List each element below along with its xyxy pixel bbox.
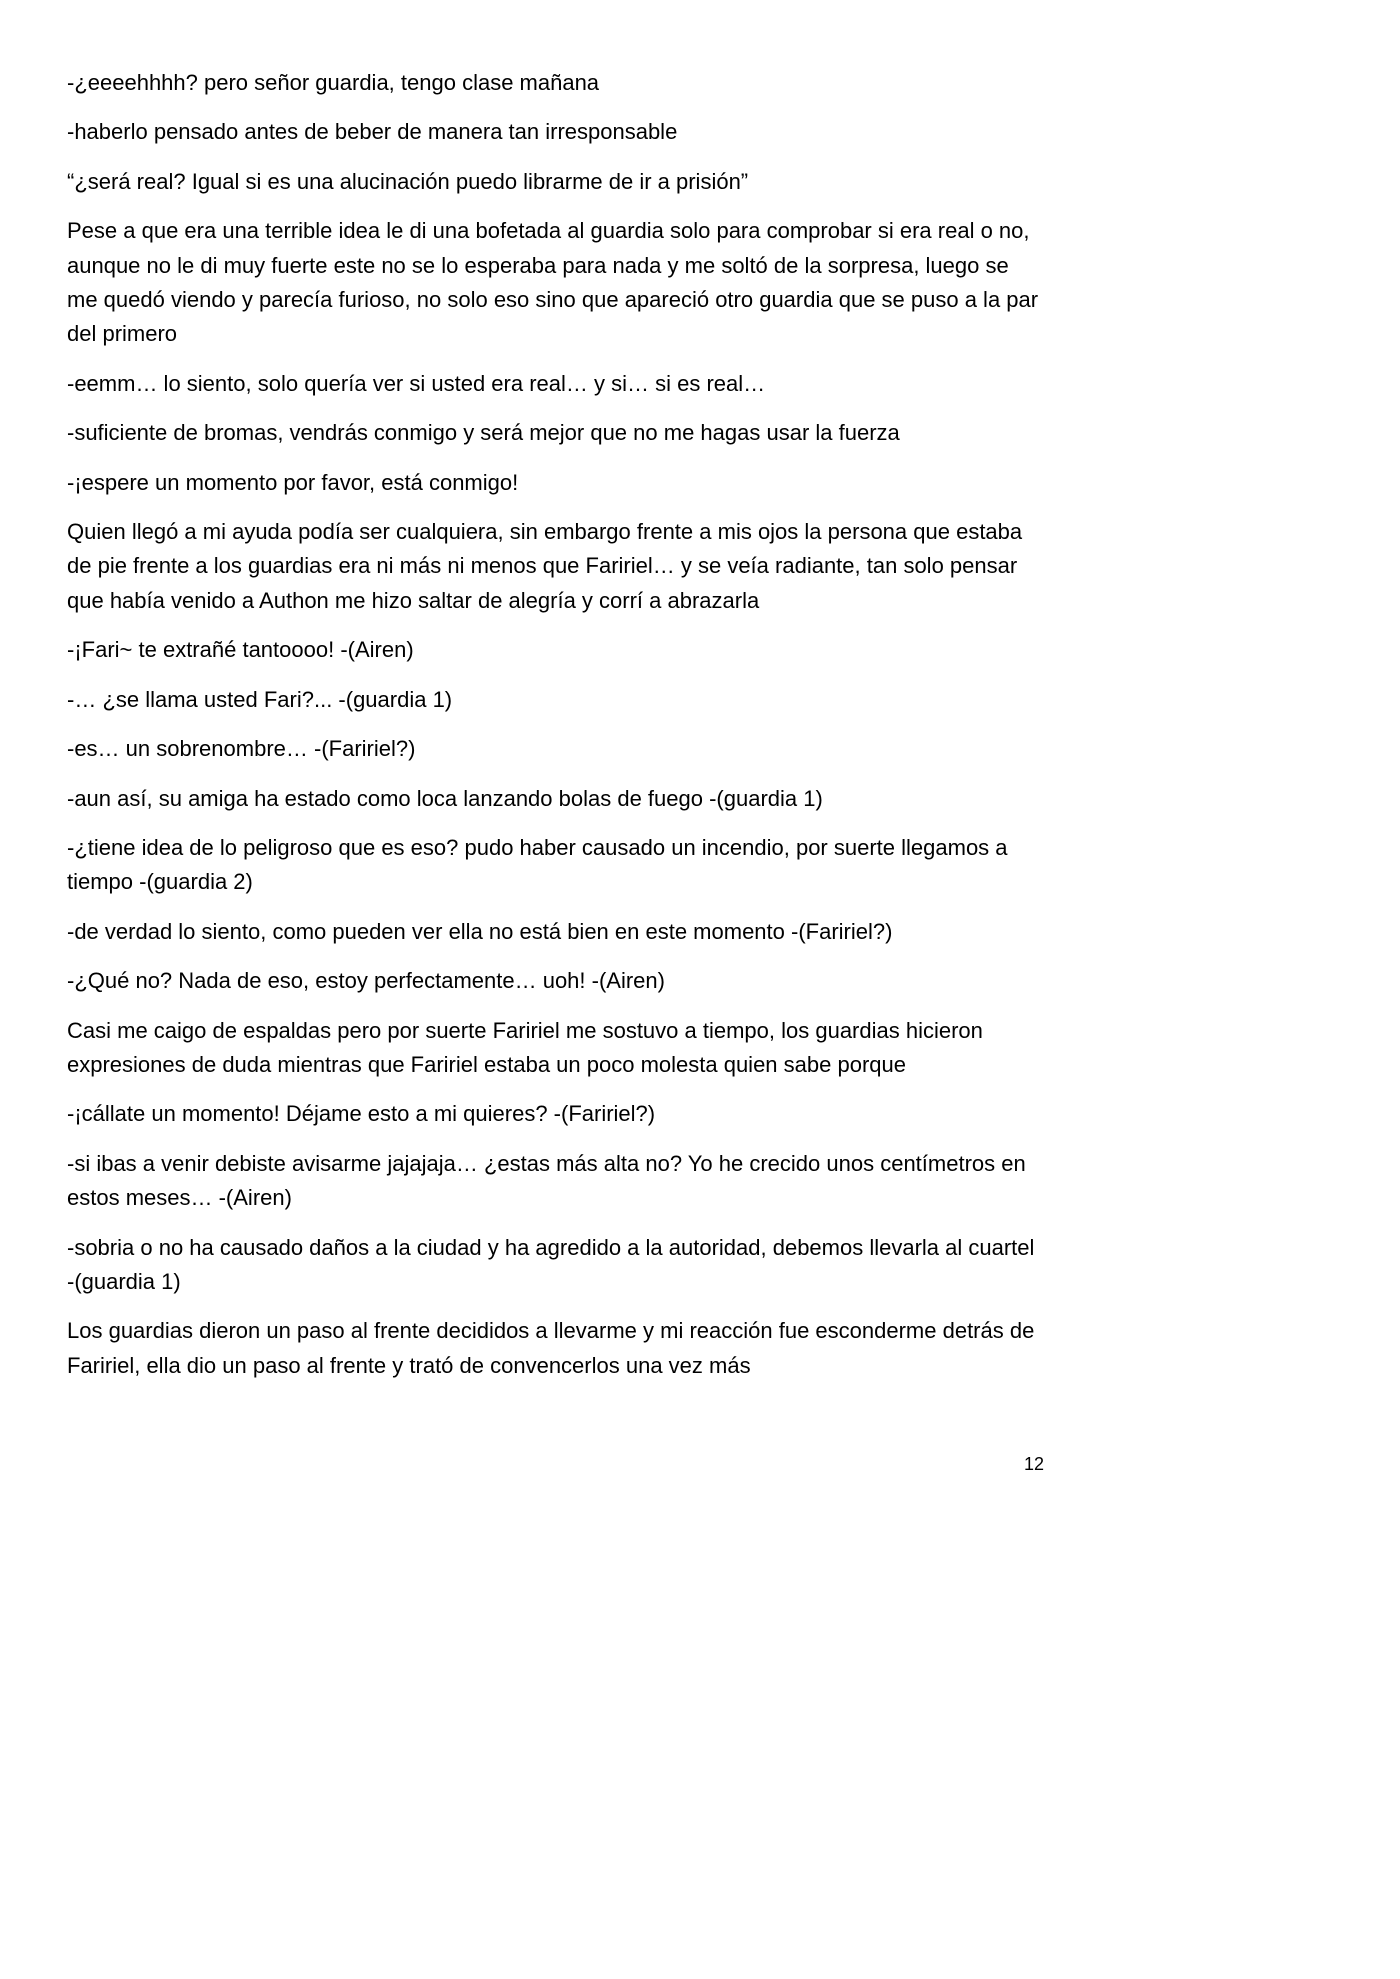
paragraph: -sobria o no ha causado daños a la ciudad y ha agredido a la autoridad, debemos llevarla al cuartel -(guardia 1) [67, 1234, 1035, 1294]
paragraph: Los guardias dieron un paso al frente decididos a llevarme y mi reacción fue esconderme detrás de Faririel, ella dio un paso al frente y trató de convencerlos una vez más [67, 1318, 1035, 1378]
paragraph: Pese a que era una terrible idea le di una bofetada al guardia solo para comprobar si era real o no, aunque no le di muy fuerte este no se lo esperaba para nada y me soltó de la sorpresa, luego se me quedó viendo y parecía furioso, no solo eso sino que apareció otro guardia que se puso a la par del primero [67, 218, 1039, 347]
paragraph: -¡espere un momento por favor, está conmigo! [67, 469, 519, 495]
paragraph: -haberlo pensado antes de beber de manera tan irresponsable [67, 119, 678, 145]
paragraph: “¿será real? Igual si es una alucinación puedo librarme de ir a prisión” [67, 168, 749, 194]
paragraph: -si ibas a venir debiste avisarme jajajaja… ¿estas más alta no? Yo he crecido unos centímetros en estos meses… -(Airen) [67, 1150, 1026, 1211]
paragraph: -aun así, su amiga ha estado como loca lanzando bolas de fuego -(guardia 1) [67, 785, 823, 811]
paragraph: -¡cállate un momento! Déjame esto a mi quieres? -(Faririel?) [67, 1101, 656, 1127]
paragraph: Casi me caigo de espaldas pero por suerte Faririel me sostuvo a tiempo, los guardias hicieron expresiones de duda mientras que Faririel estaba un poco molesta quien sabe porque [67, 1017, 983, 1077]
paragraph: Quien llegó a mi ayuda podía ser cualquiera, sin embargo frente a mis ojos la persona que estaba de pie frente a los guardias era ni más ni menos que Faririel… y se veía radiante, tan solo pensar que había venido a Authon me hizo saltar de alegría y corrí a abrazarla [67, 519, 1023, 613]
paragraph: -eemm… lo siento, solo quería ver si usted era real… y si… si es real… [67, 370, 766, 396]
text-body [67, 66, 1039, 1398]
paragraph: -… ¿se llama usted Fari?... -(guardia 1) [67, 686, 453, 712]
paragraph: -¿Qué no? Nada de eso, estoy perfectamente… uoh! -(Airen) [67, 968, 665, 994]
paragraph: -de verdad lo siento, como pueden ver ella no está bien en este momento -(Faririel?) [67, 918, 893, 944]
paragraph: -es… un sobrenombre… -(Faririel?) [67, 736, 416, 762]
paragraph: -¿tiene idea de lo peligroso que es eso? pudo haber causado un incendio, por suerte llegamos a tiempo -(guardia 2) [67, 834, 1008, 895]
paragraph: -suficiente de bromas, vendrás conmigo y será mejor que no me hagas usar la fuerza [67, 420, 900, 446]
page-number: 12 [1023, 1454, 1044, 1474]
paragraph: -¿eeeehhhh? pero señor guardia, tengo clase mañana [67, 70, 600, 95]
paragraph: -¡Fari~ te extrañé tantoooo! -(Airen) [67, 637, 414, 663]
